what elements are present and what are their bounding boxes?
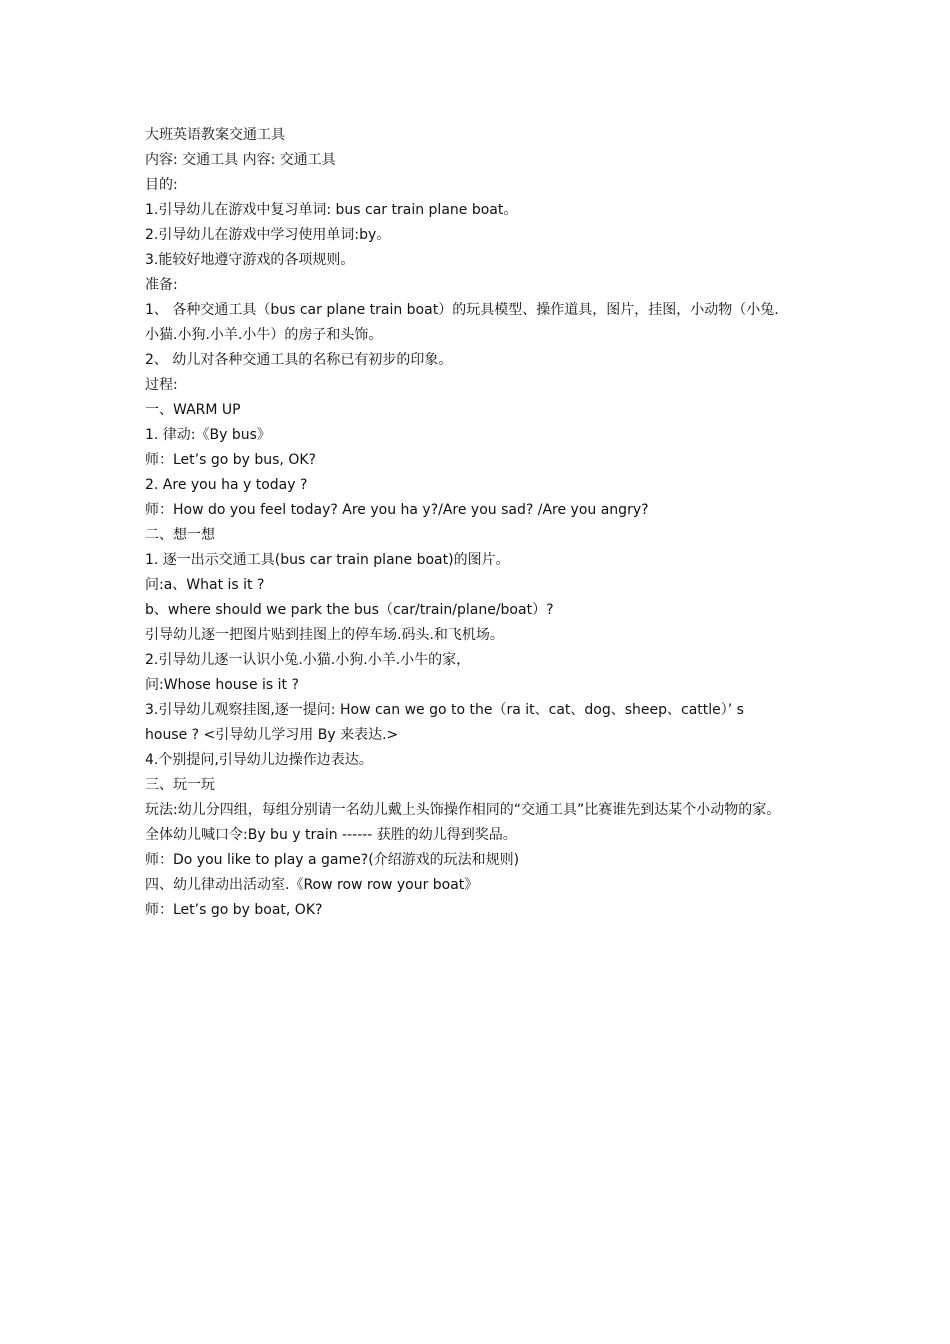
process-line: 3.引导幼儿观察挂图,逐一提问: How can we go to the（ra it、cat、dog、sheep、cattle）’ s [145,702,744,718]
process-heading-warm-up: 一、WARM UP [145,402,241,418]
question-line: 问:Whose house is it ? [145,677,299,693]
teacher-line: 师：Let’s go by bus, OK? [145,452,316,468]
process-line: 2.引导幼儿逐一认识小兔.小猫.小狗.小羊.小牛的家， [145,652,471,668]
process-heading-think: 二、想一想 [145,527,215,543]
goal-item: 3.能较好地遵守游戏的各项规则。 [145,252,355,268]
goal-item: 2.引导幼儿在游戏中学习使用单词:by。 [145,227,391,243]
document-body [145,123,825,923]
document-title: 大班英语教案交通工具 [145,127,285,143]
process-line: 引导幼儿逐一把图片贴到挂图上的停车场.码头.和飞机场。 [145,627,504,643]
process-line: 4.个别提问,引导幼儿边操作边表达。 [145,752,373,768]
process-line: 全体幼儿喊口令:By bu y train ------ 获胜的幼儿得到奖品。 [145,827,517,843]
process-line: 1. 逐一出示交通工具(bus car train plane boat)的图片。 [145,552,510,568]
process-line-continued: house ? <引导幼儿学习用 By 来表达.> [145,727,399,743]
teacher-line: 师：Do you like to play a game?(介绍游戏的玩法和规则) [145,852,520,868]
process-line: 1. 律动:《By bus》 [145,427,271,443]
process-heading-play: 三、玩一玩 [145,777,215,793]
question-line: 问:a、What is it ? [145,577,265,593]
preparation-item-continued: 小猫.小狗.小羊.小牛）的房子和头饰。 [145,327,383,343]
section-heading-goals: 目的: [145,177,178,193]
section-heading-preparation: 准备: [145,277,178,293]
content-line: 内容: 交通工具 内容: 交通工具 [145,152,336,168]
game-rules-line: 玩法:幼儿分四组，每组分别请一名幼儿戴上头饰操作相同的“交通工具”比赛谁先到达某个小动物的家。 [145,802,781,818]
teacher-line: 师：Let’s go by boat, OK? [145,902,323,918]
section-heading-process: 过程: [145,377,178,393]
preparation-item: 2、 幼儿对各种交通工具的名称已有初步的印象。 [145,352,453,368]
preparation-item: 1、 各种交通工具（bus car plane train boat）的玩具模型、操作道具，图片，挂图，小动物（小兔. [145,302,779,318]
process-line: 2. Are you ha y today ? [145,477,308,493]
process-heading-exit: 四、幼儿律动出活动室.《Row row row your boat》 [145,877,479,893]
teacher-line: 师：How do you feel today? Are you ha y?/Are you sad? /Are you angry? [145,502,649,518]
question-line: b、where should we park the bus（car/train/plane/boat）? [145,602,554,618]
goal-item: 1.引导幼儿在游戏中复习单词: bus car train plane boat。 [145,202,518,218]
